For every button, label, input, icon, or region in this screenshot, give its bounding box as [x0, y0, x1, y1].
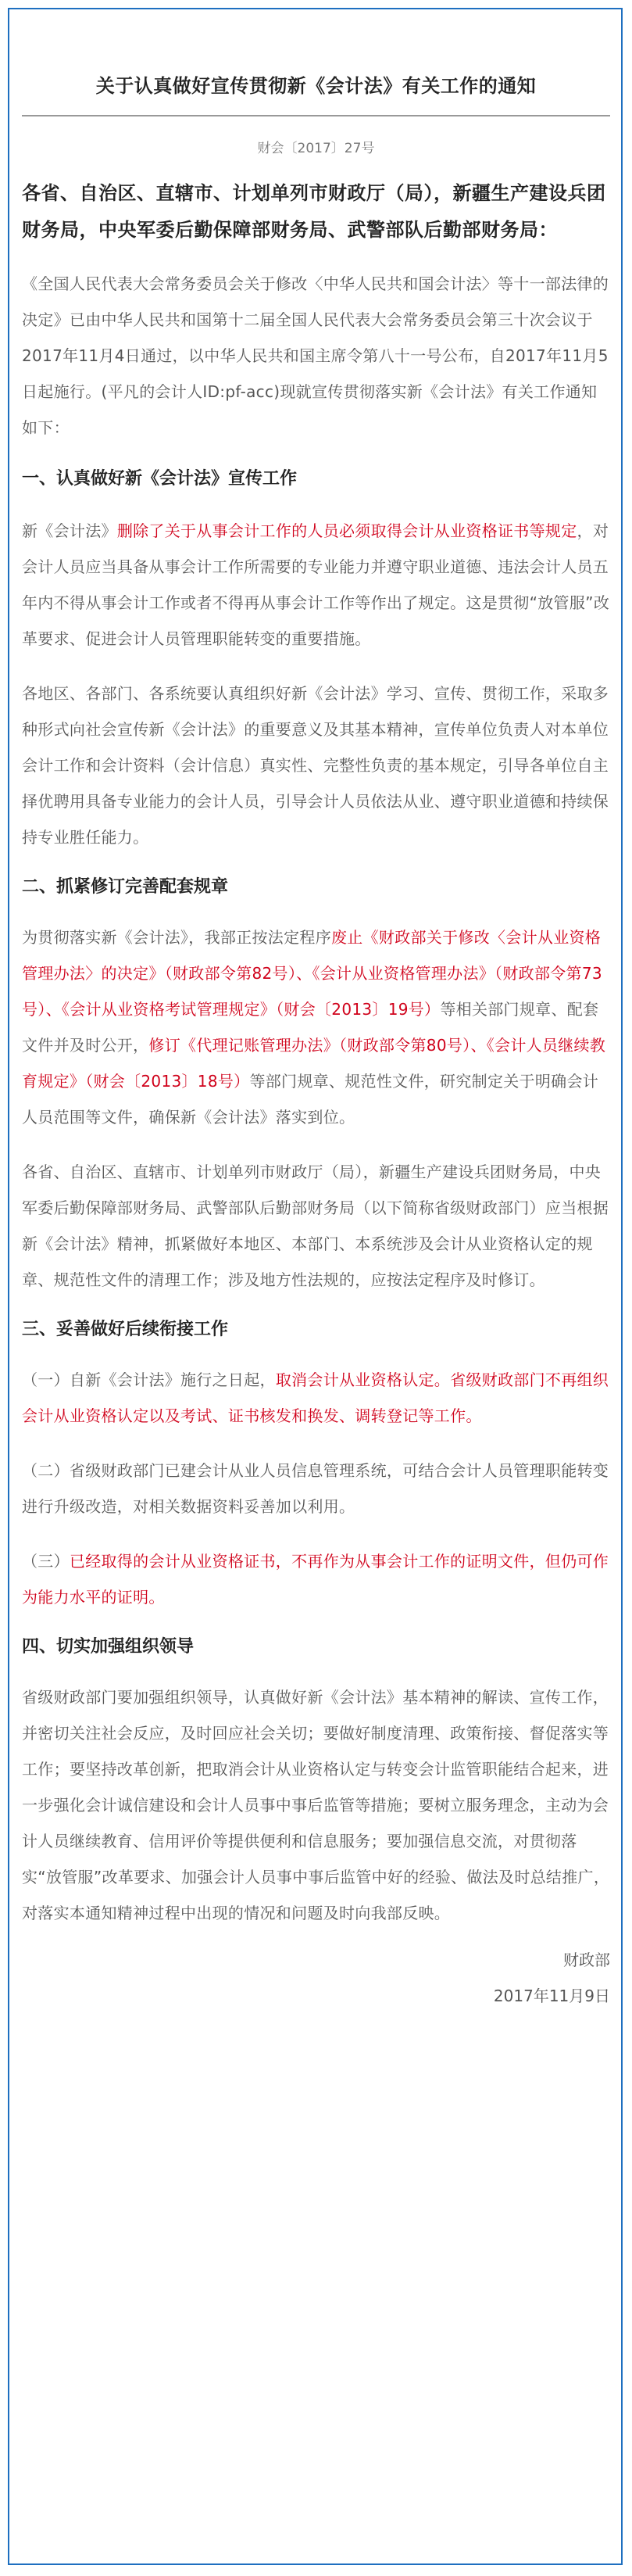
addressee: 各省、自治区、直辖市、计划单列市财政厅（局），新疆生产建设兵团财务局，中央军委后勤保障部财务局、武警部队后勤部财务局： [22, 182, 606, 241]
emphasis-text: 已经取得的会计从业资格证书，不再作为从事会计工作的证明文件，但仍可作为能力水平的证明。 [22, 1552, 609, 1607]
section-2-heading: 二、抓紧修订完善配套规章 [22, 877, 229, 897]
text-run: ，对会计人员应当具备从事会计工作所需要的专业能力并遵守职业道德、违法会计人员五年内不得从事会计工作或者不得再从事会计工作等作出了规定。这是贯彻“放管服”改革要求、促进会计人员管理职能转变的重要措施。 [22, 521, 610, 648]
document-title: 关于认真做好宣传贯彻新《会计法》有关工作的通知 [95, 75, 537, 97]
text-run: （一）自新《会计法》施行之日起， [22, 1370, 276, 1389]
section-2-paragraph-2: 各省、自治区、直辖市、计划单列市财政厅（局），新疆生产建设兵团财务局，中央军委后勤保障部财务局、武警部队后勤部财务局（以下简称省级财政部门）应当根据新《会计法》精神，抓紧做好本地区、本部门、本系统涉及会计从业资格认定的规章、规范性文件的清理工作；涉及地方性法规的，应按法定程序及时修订。 [22, 1163, 609, 1289]
intro-paragraph: 《全国人民代表大会常务委员会关于修改〈中华人民共和国会计法〉等十一部法律的决定》已由中华人民共和国第十二届全国人民代表大会常务委员会第三十次会议于2017年11月4日通过，以中华人民共和国主席令第八十一号公布，自2017年11月5日起施行。(平凡的会计人ID:pf-acc)现就宣传贯彻落实新《会计法》有关工作通知如下： [22, 274, 609, 437]
title-divider [22, 115, 610, 116]
signature: 财政部 [563, 1951, 610, 1969]
text-run: 等相关部门规章、配套文件并及时公开， [22, 1000, 599, 1055]
issue-date: 2017年11月9日 [493, 1987, 610, 2005]
section-4-paragraph-1: 省级财政部门要加强组织领导，认真做好新《会计法》基本精神的解读、宣传工作，并密切关注社会反应，及时回应社会关切；要做好制度清理、政策衔接、督促落实等工作；要坚持改革创新，把取消会计从业资格认定与转变会计监管职能结合起来，进一步强化会计诚信建设和会计人员事中事后监管等措施；要树立服务理念，主动为会计人员继续教育、信用评价等提供便利和信息服务；要加强信息交流，对贯彻落实“放管服”改革要求、加强会计人员事中事后监管中好的经验、做法及时总结推广，对落实本通知精神过程中出现的情况和问题及时向我部反映。 [22, 1688, 610, 1922]
section-2-paragraph-1 [22, 919, 610, 1135]
section-3-heading: 三、妥善做好后续衔接工作 [22, 1320, 229, 1339]
text-run: 新《会计法》 [22, 521, 117, 540]
emphasis-text: 删除了关于从事会计工作的人员必须取得会计从业资格证书等规定 [116, 521, 577, 540]
emphasis-text: 取消会计从业资格认定。省级财政部门不再组织会计从业资格认定以及考试、证书核发和换发、调转登记等工作。 [22, 1370, 609, 1425]
text-run: 为贯彻落实新《会计法》，我部正按法定程序 [22, 928, 331, 947]
text-run: 等部门规章、规范性文件，研究制定关于明确会计人员范围等文件，确保新《会计法》落实到位。 [22, 1072, 599, 1127]
emphasis-text: 废止《财政部关于修改〈会计从业资格管理办法〉的决定》（财政部令第82号）、《会计从业资格管理办法》（财政部令第73号）、《会计从业资格考试管理规定》（财会〔2013〕19号） [22, 928, 602, 1019]
section-1-paragraph-2: 各地区、各部门、各系统要认真组织好新《会计法》学习、宣传、贯彻工作，采取多种形式向社会宣传新《会计法》的重要意义及其基本精神，宣传单位负责人对本单位会计工作和会计资料（会计信息）真实性、完整性负责的基本规定，引导各单位自主择优聘用具备专业能力的会计人员，引导会计人员依法从业、遵守职业道德和持续保持专业胜任能力。 [22, 684, 609, 847]
section-1-heading: 一、认真做好新《会计法》宣传工作 [22, 469, 298, 489]
section-3-paragraph-3 [22, 1543, 610, 1615]
section-3-paragraph-2: （二）省级财政部门已建会计从业人员信息管理系统，可结合会计人员管理职能转变进行升级改造，对相关数据资料妥善加以利用。 [22, 1461, 609, 1516]
notice-document [22, 8, 610, 2014]
section-1-paragraph-1 [22, 513, 610, 657]
document-number: 财会〔2017〕27号 [257, 141, 375, 156]
text-run: （三） [22, 1552, 70, 1571]
section-3-paragraph-1 [22, 1362, 610, 1434]
emphasis-text: 修订《代理记账管理办法》（财政部令第80号）、《会计人员继续教育规定》（财会〔2013〕18号） [22, 1036, 606, 1091]
section-4-heading: 四、切实加强组织领导 [22, 1637, 195, 1657]
